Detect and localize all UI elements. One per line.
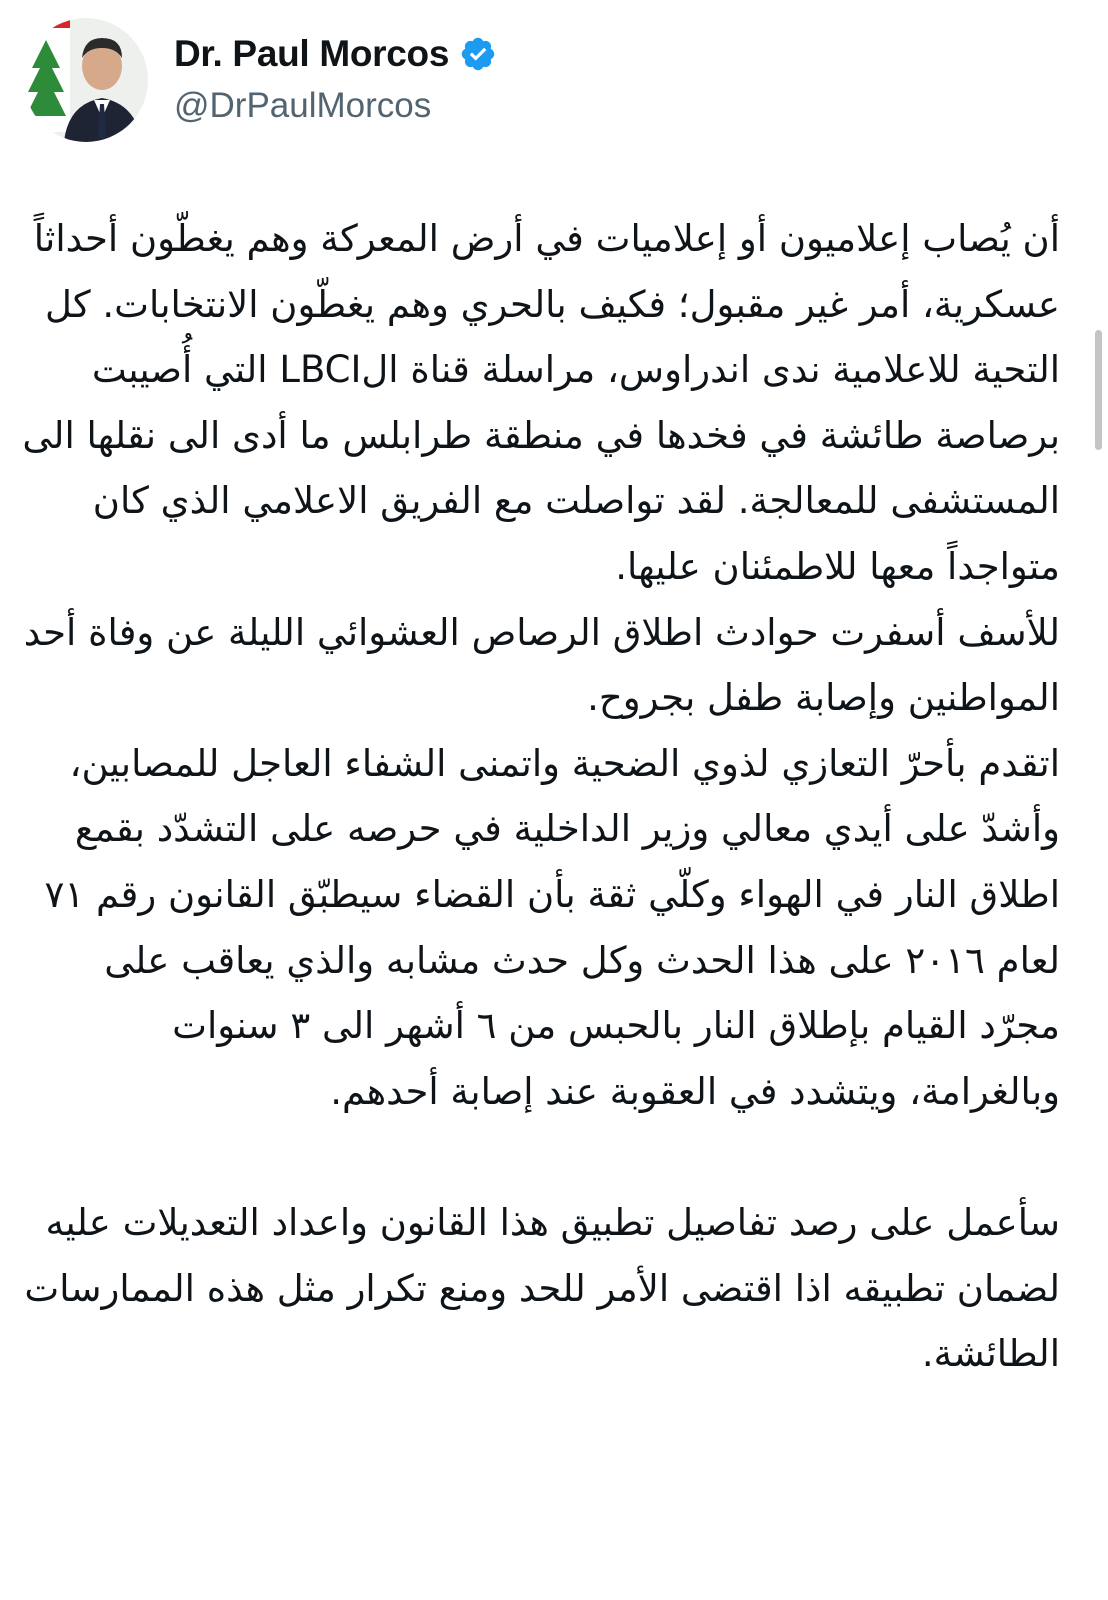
tweet-paragraph: اتقدم بأحرّ التعازي لذوي الضحية واتمنى الشفاء العاجل للمصابين، وأشدّ على أيدي معالي وزير الداخلية في حرصه على التشدّد بقمع اطلاق النار في الهواء وكلّي ثقة بأن القضاء سيطبّق القانون رقم ٧١ لعام ٢٠١٦ على هذا الحدث وكل حدث مشابه والذي يعاقب على مجرّد القيام بإطلاق النار بالحبس من ٦ أشهر الى ٣ سنوات وبالغرامة، ويتشدد في العقوبة عند إصابة أحدهم. bbox=[44, 741, 1060, 1113]
tweet-paragraph: للأسف أسفرت حوادث اطلاق الرصاص العشوائي الليلة عن وفاة أحد المواطنين وإصابة طفل بجروح. bbox=[23, 610, 1060, 720]
paragraph-spacer bbox=[20, 1124, 1060, 1190]
author-display-name[interactable]: Dr. Paul Morcos bbox=[174, 33, 450, 74]
verified-badge-icon bbox=[459, 35, 497, 73]
tweet-header bbox=[24, 18, 497, 142]
author-info bbox=[174, 28, 497, 132]
author-handle[interactable]: @DrPaulMorcos bbox=[174, 86, 432, 125]
tweet-text bbox=[20, 206, 1060, 1387]
avatar-image bbox=[24, 18, 148, 142]
profile-avatar[interactable] bbox=[24, 18, 148, 142]
tweet-paragraph: أن يُصاب إعلاميون أو إعلاميات في أرض المعركة وهم يغطّون أحداثاً عسكرية، أمر غير مقبول؛ فكيف بالحري وهم يغطّون الانتخابات. كل التحية للاعلامية ندى اندراوس، مراسلة قناة الLBCI التي أُصيبت برصاصة طائشة في فخدها في منطقة طرابلس ما أدى الى نقلها الى المستشفى للمعالجة. لقد تواصلت مع الفريق الاعلامي الذي كان متواجداً معها للاطمئنان عليها. bbox=[22, 217, 1060, 588]
scrollbar[interactable] bbox=[1095, 330, 1102, 450]
tweet-paragraph: سأعمل على رصد تفاصيل تطبيق هذا القانون واعداد التعديلات عليه لضمان تطبيقه اذا اقتضى الأمر للحد ومنع تكرار مثل هذه الممارسات الطائشة. bbox=[24, 1200, 1060, 1376]
name-row bbox=[174, 28, 497, 80]
